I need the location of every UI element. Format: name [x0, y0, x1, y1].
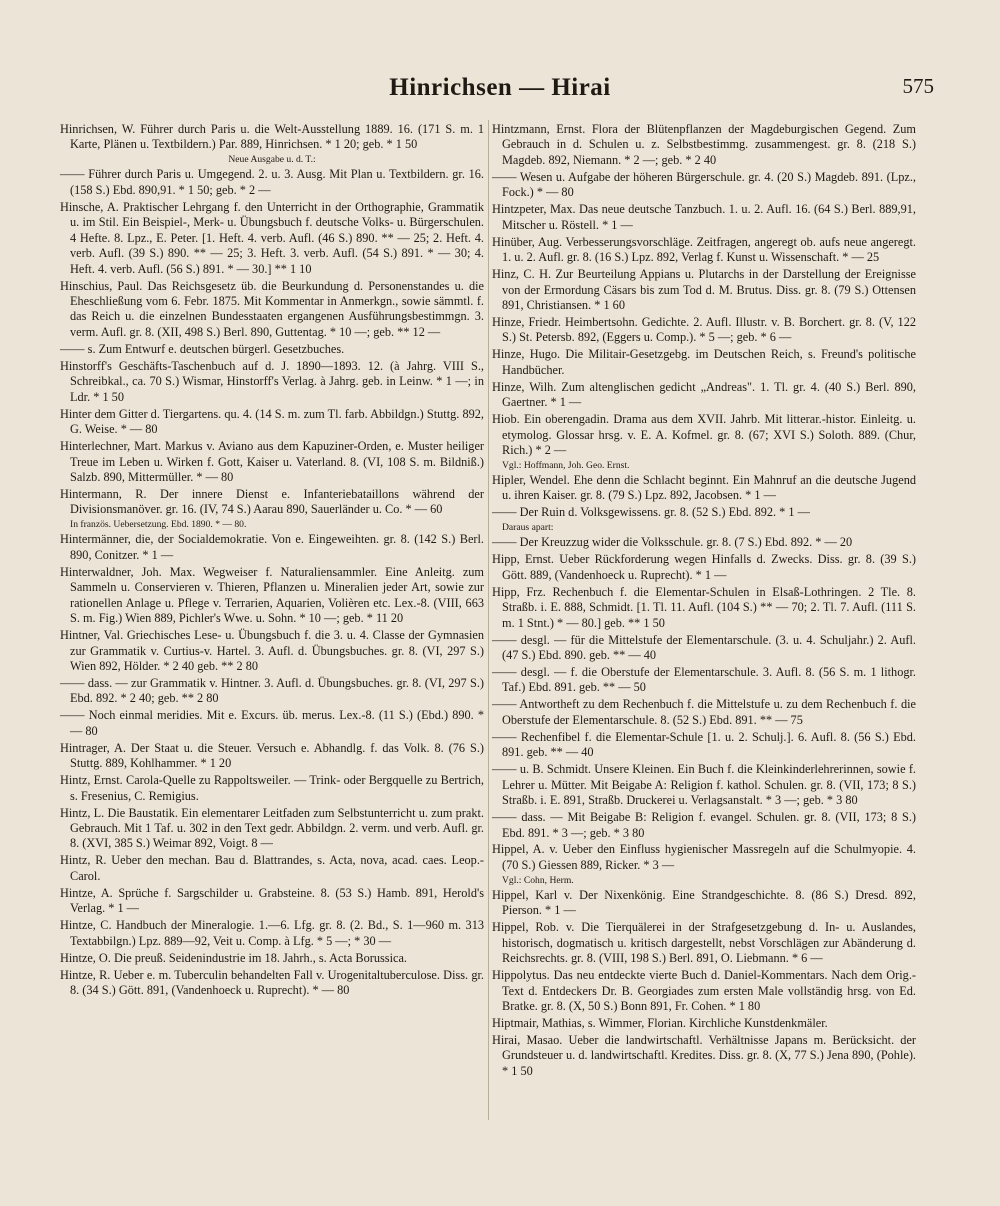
cross-reference-note: Vgl.: Cohn, Herm.: [502, 874, 574, 886]
bibliography-entry: Hintermänner, die, der Socialdemokratie. Von e. Eingeweihten. gr. 8. (142 S.) Berl. 890, Conitzer. * 1 —: [60, 532, 484, 562]
cross-reference-note: Neue Ausgabe u. d. T.:: [228, 154, 316, 166]
page-header: [60, 74, 940, 108]
bibliography-entry: Hintner, Val. Griechisches Lese- u. Übungsbuch f. die 3. u. 4. Classe der Gymnasien zur Grammatik v. Curtius-v. Hartel. 3. Aufl. d. Übungsbuches. gr. 8. (VI, 297 S.) Wien 892, Hölder. * 2 40 geb. ** 2 80: [60, 628, 484, 673]
bibliography-entry: Hipp, Frz. Rechenbuch f. die Elementar-Schulen in Elsaß-Lothringen. 2 Tle. 8. Straßb. i. E. 888, Schmidt. [1. Tl. 11. Aufl. (104 S.) ** — 70; 2. Tl. 7. Aufl. (111 S. m. 1 Stnt.) * — 80.] geb. ** 1 50: [492, 584, 916, 630]
bibliography-entry: Hinsche, A. Praktischer Lehrgang f. den Unterricht in der Orthographie, Grammatik u. im Stil. Ein Beispiel-, Merk- u. Übungsbuch f. deutsche Volks- u. Bürgerschulen. 4 Hefte. 8. Lpz., E. Peter. [1. Heft. 4. verb. Aufl. (46 S.) 890. ** — 25; 2. Heft. 4. verb. Aufl. (39 S.) 890. ** — 25; 3. Heft. 3. verb. Aufl. (54 S.) 891. * — 30; 4. Heft. 4. verb. Aufl. (56 S.) 891. * — 30.] ** 1 10: [60, 199, 484, 276]
bibliography-entry: —— Wesen u. Aufgabe der höheren Bürgerschule. gr. 4. (20 S.) Magdeb. 891. (Lpz., Fock.) * — 80: [492, 169, 916, 200]
bibliography-entry: —— dass. — zur Grammatik v. Hintner. 3. Aufl. d. Übungsbuches. gr. 8. (VI, 297 S.) Ebd. 892. * 2 40; geb. ** 2 80: [60, 675, 484, 706]
bibliography-entry: —— s. Zum Entwurf e. deutschen bürgerl. Gesetzbuches.: [60, 341, 345, 356]
bibliography-entry: Hipler, Wendel. Ehe denn die Schlacht beginnt. Ein Mahnruf an die deutsche Jugend u. ihren Kaiser. gr. 8. (79 S.) Lpz. 892, Jacobsen. * 1 —: [492, 473, 916, 503]
bibliography-entry: Hintzmann, Ernst. Flora der Blütenpflanzen der Magdeburgischen Gegend. Zum Gebrauch in d. Schulen u. z. Selbstbestimmg. zusammengest. gr. 8. (218 S.) Magdeb. 892, Niemann. * 2 —; geb. * 2 40: [492, 122, 916, 167]
bibliography-entry: Hintrager, A. Der Staat u. die Steuer. Versuch e. Abhandlg. f. das Volk. 8. (76 S.) Stuttg. 889, Kohlhammer. * 1 20: [60, 740, 484, 771]
bibliography-entry: Hinstorff's Geschäfts-Taschenbuch auf d. J. 1890—1893. 12. (à Jahrg. VIII S., Schreibkal., ca. 70 S.) Wismar, Hinstorff's Verlag. à Jahrg. geb. in Leinw. * 1 —; in Ldr. * 1 50: [60, 358, 484, 404]
bibliography-entry: Hintz, L. Die Baustatik. Ein elementarer Leitfaden zum Selbstunterricht u. zum prakt. Gebrauch. Mit 1 Taf. u. 302 in den Text gedr. Abbildgn. 2. verm. und verb. Aufl. gr. 8. (XVI, 385 S.) Weimar 892, Voigt. 8 —: [60, 805, 484, 851]
bibliography-entry: —— desgl. — für die Mittelstufe der Elementarschule. (3. u. 4. Schuljahr.) 2. Aufl. (47 S.) Ebd. 890. geb. ** — 40: [492, 632, 916, 663]
bibliography-entry: Hintze, R. Ueber e. m. Tuberculin behandelten Fall v. Urogenitaltuberculose. Diss. gr. 8. (34 S.) Gött. 891, (Vandenhoeck u. Ruprecht). * — 80: [60, 967, 484, 998]
bibliography-entry: Hintze, C. Handbuch der Mineralogie. 1.—6. Lfg. gr. 8. (2. Bd., S. 1—960 m. 313 Textabbilgn.) Lpz. 889—92, Veit u. Comp. à Lfg. * 5 —; * 30 —: [60, 918, 484, 948]
bibliography-entry: Hintz, Ernst. Carola-Quelle zu Rappoltsweiler. — Trink- oder Bergquelle zu Bertrich, s. Fresenius, C. Remigius.: [60, 773, 484, 803]
bibliography-entry: Hippel, A. v. Ueber den Einfluss hygienischer Massregeln auf die Schulmyopie. 4. (70 S.) Giessen 889, Ricker. * 3 —: [492, 842, 916, 872]
bibliography-entry: —— desgl. — f. die Oberstufe der Elementarschule. 3. Aufl. 8. (56 S. m. 1 lithogr. Taf.) Ebd. 891. geb. ** — 50: [492, 665, 916, 695]
bibliography-entry: —— Führer durch Paris u. Umgegend. 2. u. 3. Ausg. Mit Plan u. Textbildern. gr. 16. (158 S.) Ebd. 890,91. * 1 50; geb. * 2 —: [60, 167, 484, 197]
bibliography-entry: —— Antwortheft zu dem Rechenbuch f. die Mittelstufe u. zu dem Rechenbuch f. die Oberstufe der Elementarschule. 8. (52 S.) Ebd. 891. ** — 75: [492, 697, 916, 727]
bibliography-entry: —— Der Kreuzzug wider die Volksschule. gr. 8. (7 S.) Ebd. 892. * — 20: [492, 535, 853, 550]
bibliography-entry: Hippel, Rob. v. Die Tierquälerei in der Strafgesetzgebung d. In- u. Auslandes, historisch, dogmatisch u. kritisch dargestellt, nebst Vorschlägen zur Abänderung d. Reichsrechts. gr. 8. (VIII, 198 S.) Berl. 891, O. Liebmann. * 6 —: [492, 920, 916, 966]
bibliography-entry: Hinze, Wilh. Zum altenglischen gedicht „Andreas". 1. Tl. gr. 4. (40 S.) Berl. 890, Gaertner. * 1 —: [492, 379, 916, 410]
bibliography-entry: Hintermann, R. Der innere Dienst e. Infanteriebataillons während der Divisionsmanöver. gr. 16. (IV, 74 S.) Aarau 890, Sauerländer u. Co. * — 60: [60, 486, 484, 517]
bibliography-entry: Hipp, Ernst. Ueber Rückforderung wegen Hinfalls d. Zwecks. Diss. gr. 8. (39 S.) Gött. 889, (Vandenhoeck u. Ruprecht). * 1 —: [492, 552, 916, 582]
bibliography-entry: Hintz, R. Ueber den mechan. Bau d. Blattrandes, s. Acta, nova, acad. caes. Leop.-Carol.: [60, 853, 484, 883]
column-divider: [488, 120, 489, 1120]
bibliography-entry: Hiob. Ein oberengadin. Drama aus dem XVII. Jahrb. Mit litterar.-histor. Einleitg. u. etymolog. Glossar hrsg. v. E. A. Kofmel. gr. 8. (67; XVI S.) Soloth. 889. (Chur, Rich.) * 2 —: [492, 412, 916, 458]
bibliography-entry: —— u. B. Schmidt. Unsere Kleinen. Ein Buch f. die Kleinkinderlehrerinnen, sowie f. Lehrer u. Mütter. Mit Beigabe A: Religion f. kathol. Schulen. gr. 8. (VII, 173; 8 S.) Straßb. i. E. 891, Straßb. Druckerei u. Verlagsanstalt. * 3 —; geb. * 3 80: [492, 762, 916, 808]
running-title: Hinrichsen — Hirai: [389, 74, 611, 101]
bibliography-entry: Hinüber, Aug. Verbesserungsvorschläge. Zeitfragen, angeregt ob. aufs neue angeregt. 1. u. 2. Aufl. gr. 8. (16 S.) Lpz. 892, Verlag f. Kunst u. Wissenschaft. * — 25: [492, 234, 916, 265]
bibliography-entry: Hinze, Friedr. Heimbertsohn. Gedichte. 2. Aufl. Illustr. v. B. Borchert. gr. 8. (V, 122 S.) St. Petersb. 892, (Eggers u. Comp.). * 5 —; geb. * 6 —: [492, 314, 916, 345]
bibliography-entry: Hintze, A. Sprüche f. Sargschilder u. Grabsteine. 8. (53 S.) Hamb. 891, Herold's Verlag. * 1 —: [60, 885, 484, 916]
bibliography-entry: Hirai, Masao. Ueber die landwirtschaftl. Verhältnisse Japans m. Berücksicht. der Grundsteuer u. d. landwirtschaftl. Kredites. Diss. gr. 8. (X, 77 S.) Jena 890, (Pohle). * 1 50: [492, 1032, 916, 1078]
bibliography-entry: —— dass. — Mit Beigabe B: Religion f. evangel. Schulen. gr. 8. (VII, 173; 8 S.) Ebd. 891. * 3 —; geb. * 3 80: [492, 810, 916, 840]
bibliography-entry: Hinterlechner, Mart. Markus v. Aviano aus dem Kapuziner-Orden, e. Muster heiliger Treue im Leben u. Wirken f. Gott, Kaiser u. Vaterland. 8. (VI, 108 S. m. Bildniß.) Salzb. 890, Mittermüller. * — 80: [60, 439, 484, 485]
bibliography-entry: Hippolytus. Das neu entdeckte vierte Buch d. Daniel-Kommentars. Nach dem Orig.-Text d. Entdeckers Dr. B. Georgiades zum ersten Male vollständig hrsg. von Ed. Bratke. gr. 8. (X, 50 S.) Bonn 891, Fr. Cohen. * 1 80: [492, 968, 916, 1014]
bibliography-entry: Hinterwaldner, Joh. Max. Wegweiser f. Naturaliensammler. Eine Anleitg. zum Sammeln u. Conservieren v. Thieren, Pflanzen u. Mineralien jeder Art, sowie zur rationellen Anlage u. Pflege v. Terrarien, Aquarien, Volièren etc. Lex.-8. (VIII, 663 S. m. Fig.) Wien 889, Pichler's Wwe. u. Sohn. * 10 —; geb. * 11 20: [60, 564, 484, 626]
cross-reference-note: Daraus apart:: [502, 522, 554, 534]
cross-reference-note: Vgl.: Hoffmann, Joh. Geo. Ernst.: [502, 460, 630, 472]
left-column: [60, 122, 484, 1000]
page-number: 575: [902, 74, 934, 98]
bibliography-entry: Hinrichsen, W. Führer durch Paris u. die Welt-Ausstellung 1889. 16. (171 S. m. 1 Karte, Plänen u. Textbildern.) Par. 889, Hinrichsen. * 1 20; geb. * 1 50: [60, 122, 484, 152]
bibliography-entry: Hinz, C. H. Zur Beurteilung Appians u. Plutarchs in der Darstellung der Ereignisse von der Ermordung Cäsars bis zum Tod d. M. Brutus. Diss. gr. 8. (79 S.) Ottensen 891, Christiansen. * 1 60: [492, 267, 916, 312]
right-column: [492, 122, 916, 1081]
bibliography-entry: Hiptmair, Mathias, s. Wimmer, Florian. Kirchliche Kunstdenkmäler.: [492, 1016, 828, 1031]
bibliography-entry: Hintzpeter, Max. Das neue deutsche Tanzbuch. 1. u. 2. Aufl. 16. (64 S.) Berl. 889,91, Mitscher u. Röstell. * 1 —: [492, 202, 916, 232]
bibliography-entry: —— Rechenfibel f. die Elementar-Schule [1. u. 2. Schulj.]. 6. Aufl. 8. (56 S.) Ebd. 891. geb. ** — 40: [492, 729, 916, 760]
bibliography-entry: Hinter dem Gitter d. Tiergartens. qu. 4. (14 S. m. zum Tl. farb. Abbildgn.) Stuttg. 892, G. Weise. * — 80: [60, 406, 484, 437]
bibliography-entry: —— Der Ruin d. Volksgewissens. gr. 8. (52 S.) Ebd. 892. * 1 —: [492, 505, 810, 520]
bibliography-entry: Hinze, Hugo. Die Militair-Gesetzgebg. im Deutschen Reich, s. Freund's politische Handbücher.: [492, 347, 916, 377]
bibliography-entry: Hippel, Karl v. Der Nixenkönig. Eine Strandgeschichte. 8. (86 S.) Dresd. 892, Pierson. * 1 —: [492, 887, 916, 918]
bibliography-entry: Hinschius, Paul. Das Reichsgesetz üb. die Beurkundung d. Personenstandes u. die Eheschließung vom 6. Febr. 1875. Mit Kommentar in Anmerkgn., sowie sämmtl. f. das Reich u. die einzelnen Bundesstaaten ergangenen Ausführungsbestimmgn. 3. verm. Aufl. gr. 8. (XII, 498 S.) Berl. 890, Guttentag. * 10 —; geb. ** 12 —: [60, 278, 484, 339]
cross-reference-note: In französ. Uebersetzung. Ebd. 1890. * — 80.: [70, 519, 247, 531]
bibliography-entry: Hintze, O. Die preuß. Seidenindustrie im 18. Jahrh., s. Acta Borussica.: [60, 950, 407, 965]
bibliography-entry: —— Noch einmal meridies. Mit e. Excurs. üb. merus. Lex.-8. (11 S.) (Ebd.) 890. * — 80: [60, 708, 484, 738]
